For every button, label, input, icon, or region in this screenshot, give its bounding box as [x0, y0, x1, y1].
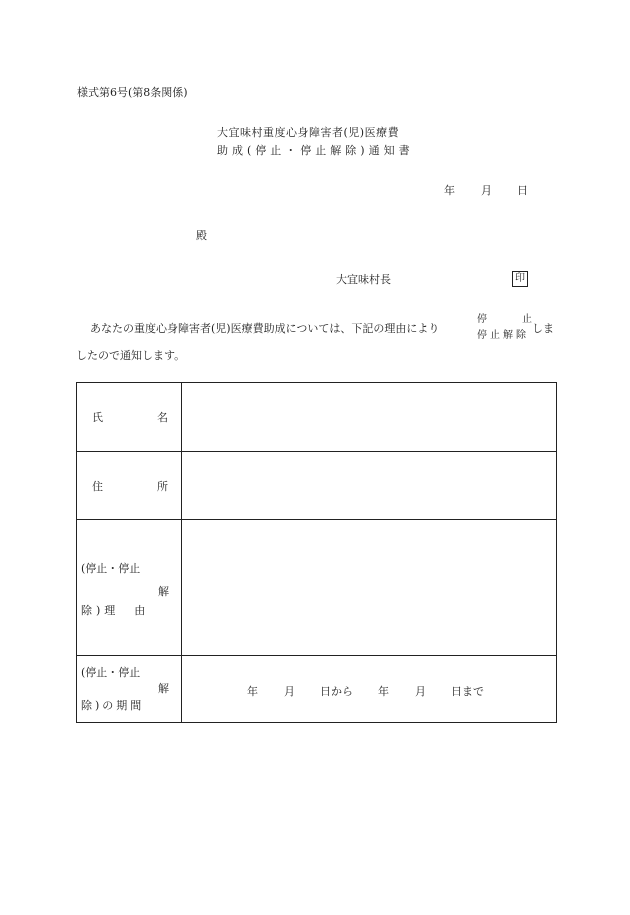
name-label-cell [77, 383, 182, 451]
period-field[interactable] [182, 656, 556, 722]
notice-body-line1-end: しま [532, 322, 554, 335]
address-field[interactable] [182, 452, 556, 519]
form-number: 様式第6号(第8条関係) [77, 86, 188, 99]
period-end-year: 年 [378, 685, 389, 698]
period-start-day-from: 日から [320, 685, 353, 698]
option-stop-part2: 止 [522, 314, 532, 325]
period-label-line1: (停止・停止 [81, 666, 141, 679]
seal-icon: 印 [512, 271, 528, 287]
date-year-label: 年 [444, 184, 455, 197]
document-title-line2: 助成(停止・停止解除)通知書 [217, 144, 414, 157]
period-end-day-until: 日まで [451, 685, 484, 698]
period-label-line3: 除)の期間 [81, 699, 145, 712]
reason-label-line3: 除)理 由 [81, 604, 150, 617]
notice-body-line2: したので通知します。 [76, 349, 186, 362]
table-row-name [77, 383, 556, 451]
address-label-part1: 住 [92, 480, 103, 493]
notice-body-line1: あなたの重度心身障害者(児)医療費助成については、下記の理由により [90, 322, 440, 335]
address-label-part2: 所 [157, 480, 168, 493]
period-start-month: 月 [284, 685, 295, 698]
reason-label-line1: (停止・停止 [81, 562, 141, 575]
name-field[interactable] [182, 383, 556, 451]
notification-table [76, 382, 557, 723]
period-end-month: 月 [415, 685, 426, 698]
table-row-period [77, 655, 556, 722]
period-label-line2: 解 [158, 682, 169, 695]
addressee-honorific: 殿 [196, 229, 207, 242]
table-row-reason [77, 519, 556, 655]
name-label-part2: 名 [157, 411, 168, 424]
address-label-cell [77, 452, 182, 519]
option-stop-cancel: 停止解除 [477, 330, 529, 341]
period-label-cell [77, 656, 182, 722]
date-month-label: 月 [481, 184, 492, 197]
reason-field[interactable] [182, 520, 556, 655]
issuer-name: 大宜味村長 [336, 273, 391, 286]
name-label-part1: 氏 [92, 411, 103, 424]
reason-label-line2: 解 [158, 585, 169, 598]
reason-label-cell [77, 520, 182, 655]
document-title-line1: 大宜味村重度心身障害者(児)医療費 [217, 126, 400, 139]
option-stop-part1: 停 [477, 314, 487, 325]
date-day-label: 日 [517, 184, 528, 197]
period-start-year: 年 [247, 685, 258, 698]
table-row-address [77, 451, 556, 519]
